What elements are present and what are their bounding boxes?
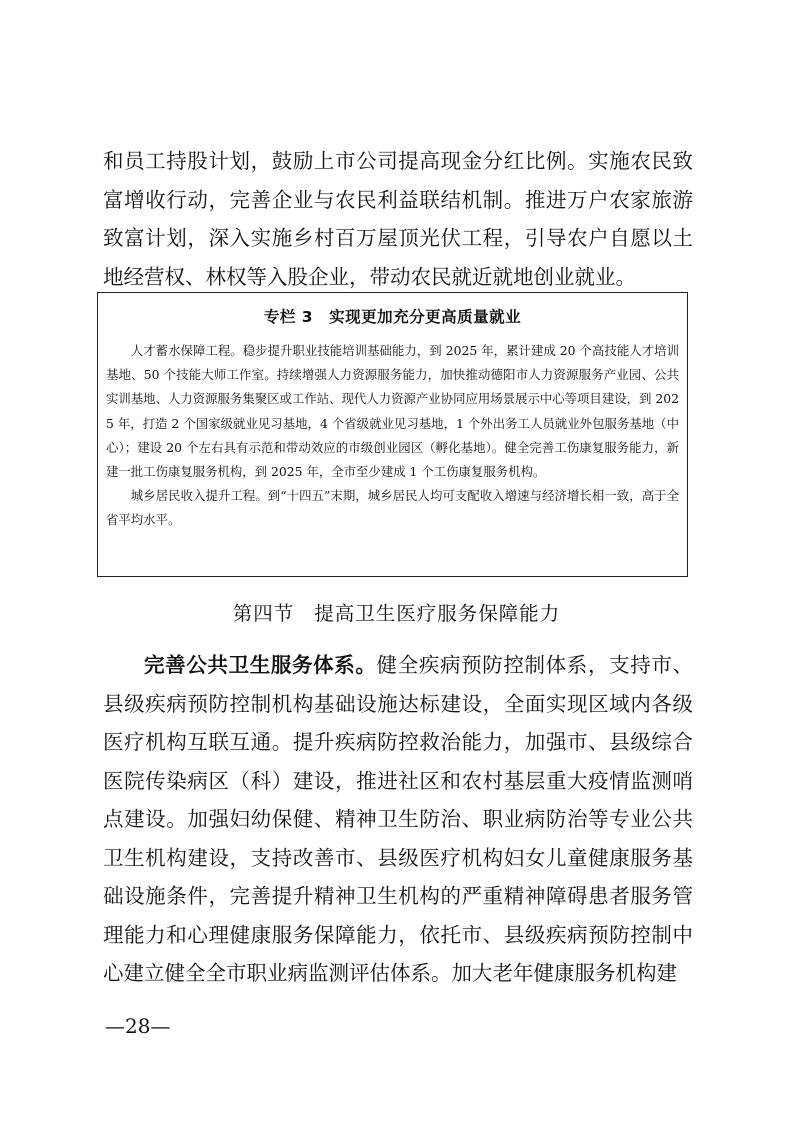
paragraph-lead: 完善公共卫生服务体系。 [144, 653, 377, 677]
box-paragraph-income: 城乡居民收入提升工程。到“十四五”末期，城乡居民人均可支配收入增速与经济增长相一致，高于全省平均水平。 [106, 488, 679, 528]
top-paragraph: 和员工持股计划，鼓励上市公司提高现金分红比例。实施农民致富增收行动，完善企业与农民利益联结机制。推进万户农家旅游致富计划，深入实施乡村百万屋顶光伏工程，引导农户自愿以土地经营权、林权等入股企业，带动农民就近就地创业就业。 [103, 149, 693, 289]
section-title: 提高卫生医疗服务保障能力 [314, 602, 561, 625]
section-number: 第四节 [232, 602, 295, 625]
column-box [97, 292, 688, 577]
box-title [98, 305, 687, 327]
box-body [106, 339, 679, 533]
body-paragraph [103, 646, 693, 993]
box-label: 专栏 3 [263, 308, 314, 326]
page-number: —28— [105, 1014, 171, 1038]
box-paragraph-talent: 人才蓄水保障工程。稳步提升职业技能培训基础能力，到 2025 年，累计建成 20 个高技能人才培训基地、50 个技能大师工作室。持续增强人力资源服务能力，加快推动德阳市人力资源服务产业园、公共实训基地、人力资源服务集聚区或工作站、现代人力资源产业协同应用场景展示中心等项目建设，到 2025 年，打造 2 个国家级就业见习基地，4 个省级就业见习基地，1 个外出务工人员就业外包服务基地（中心）；建设 20 个左右具有示范和带动效应的市级创业园区（孵化基地）。健全完善工伤康复服务能力，新建一批工伤康复服务机构，到 2025 年，全市至少建成 1 个工伤康复服务机构。 [106, 343, 679, 480]
box-heading: 实现更加充分更高质量就业 [329, 308, 522, 326]
section-heading [0, 598, 793, 626]
paragraph-text: 健全疾病预防控制体系，支持市、县级疾病预防控制机构基础设施达标建设，全面实现区域内各级医疗机构互联互通。提升疾病防控救治能力，加强市、县级综合医院传染病区（科）建设，推进社区和农村基层重大疫情监测哨点建设。加强妇幼保健、精神卫生防治、职业病防治等专业公共卫生机构建设，支持改善市、县级医疗机构妇女儿童健康服务基础设施条件，完善提升精神卫生机构的严重精神障碍患者服务管理能力和心理健康服务保障能力，依托市、县级疾病预防控制中心建立健全全市职业病监测评估体系。加大老年健康服务机构建 [103, 653, 694, 985]
